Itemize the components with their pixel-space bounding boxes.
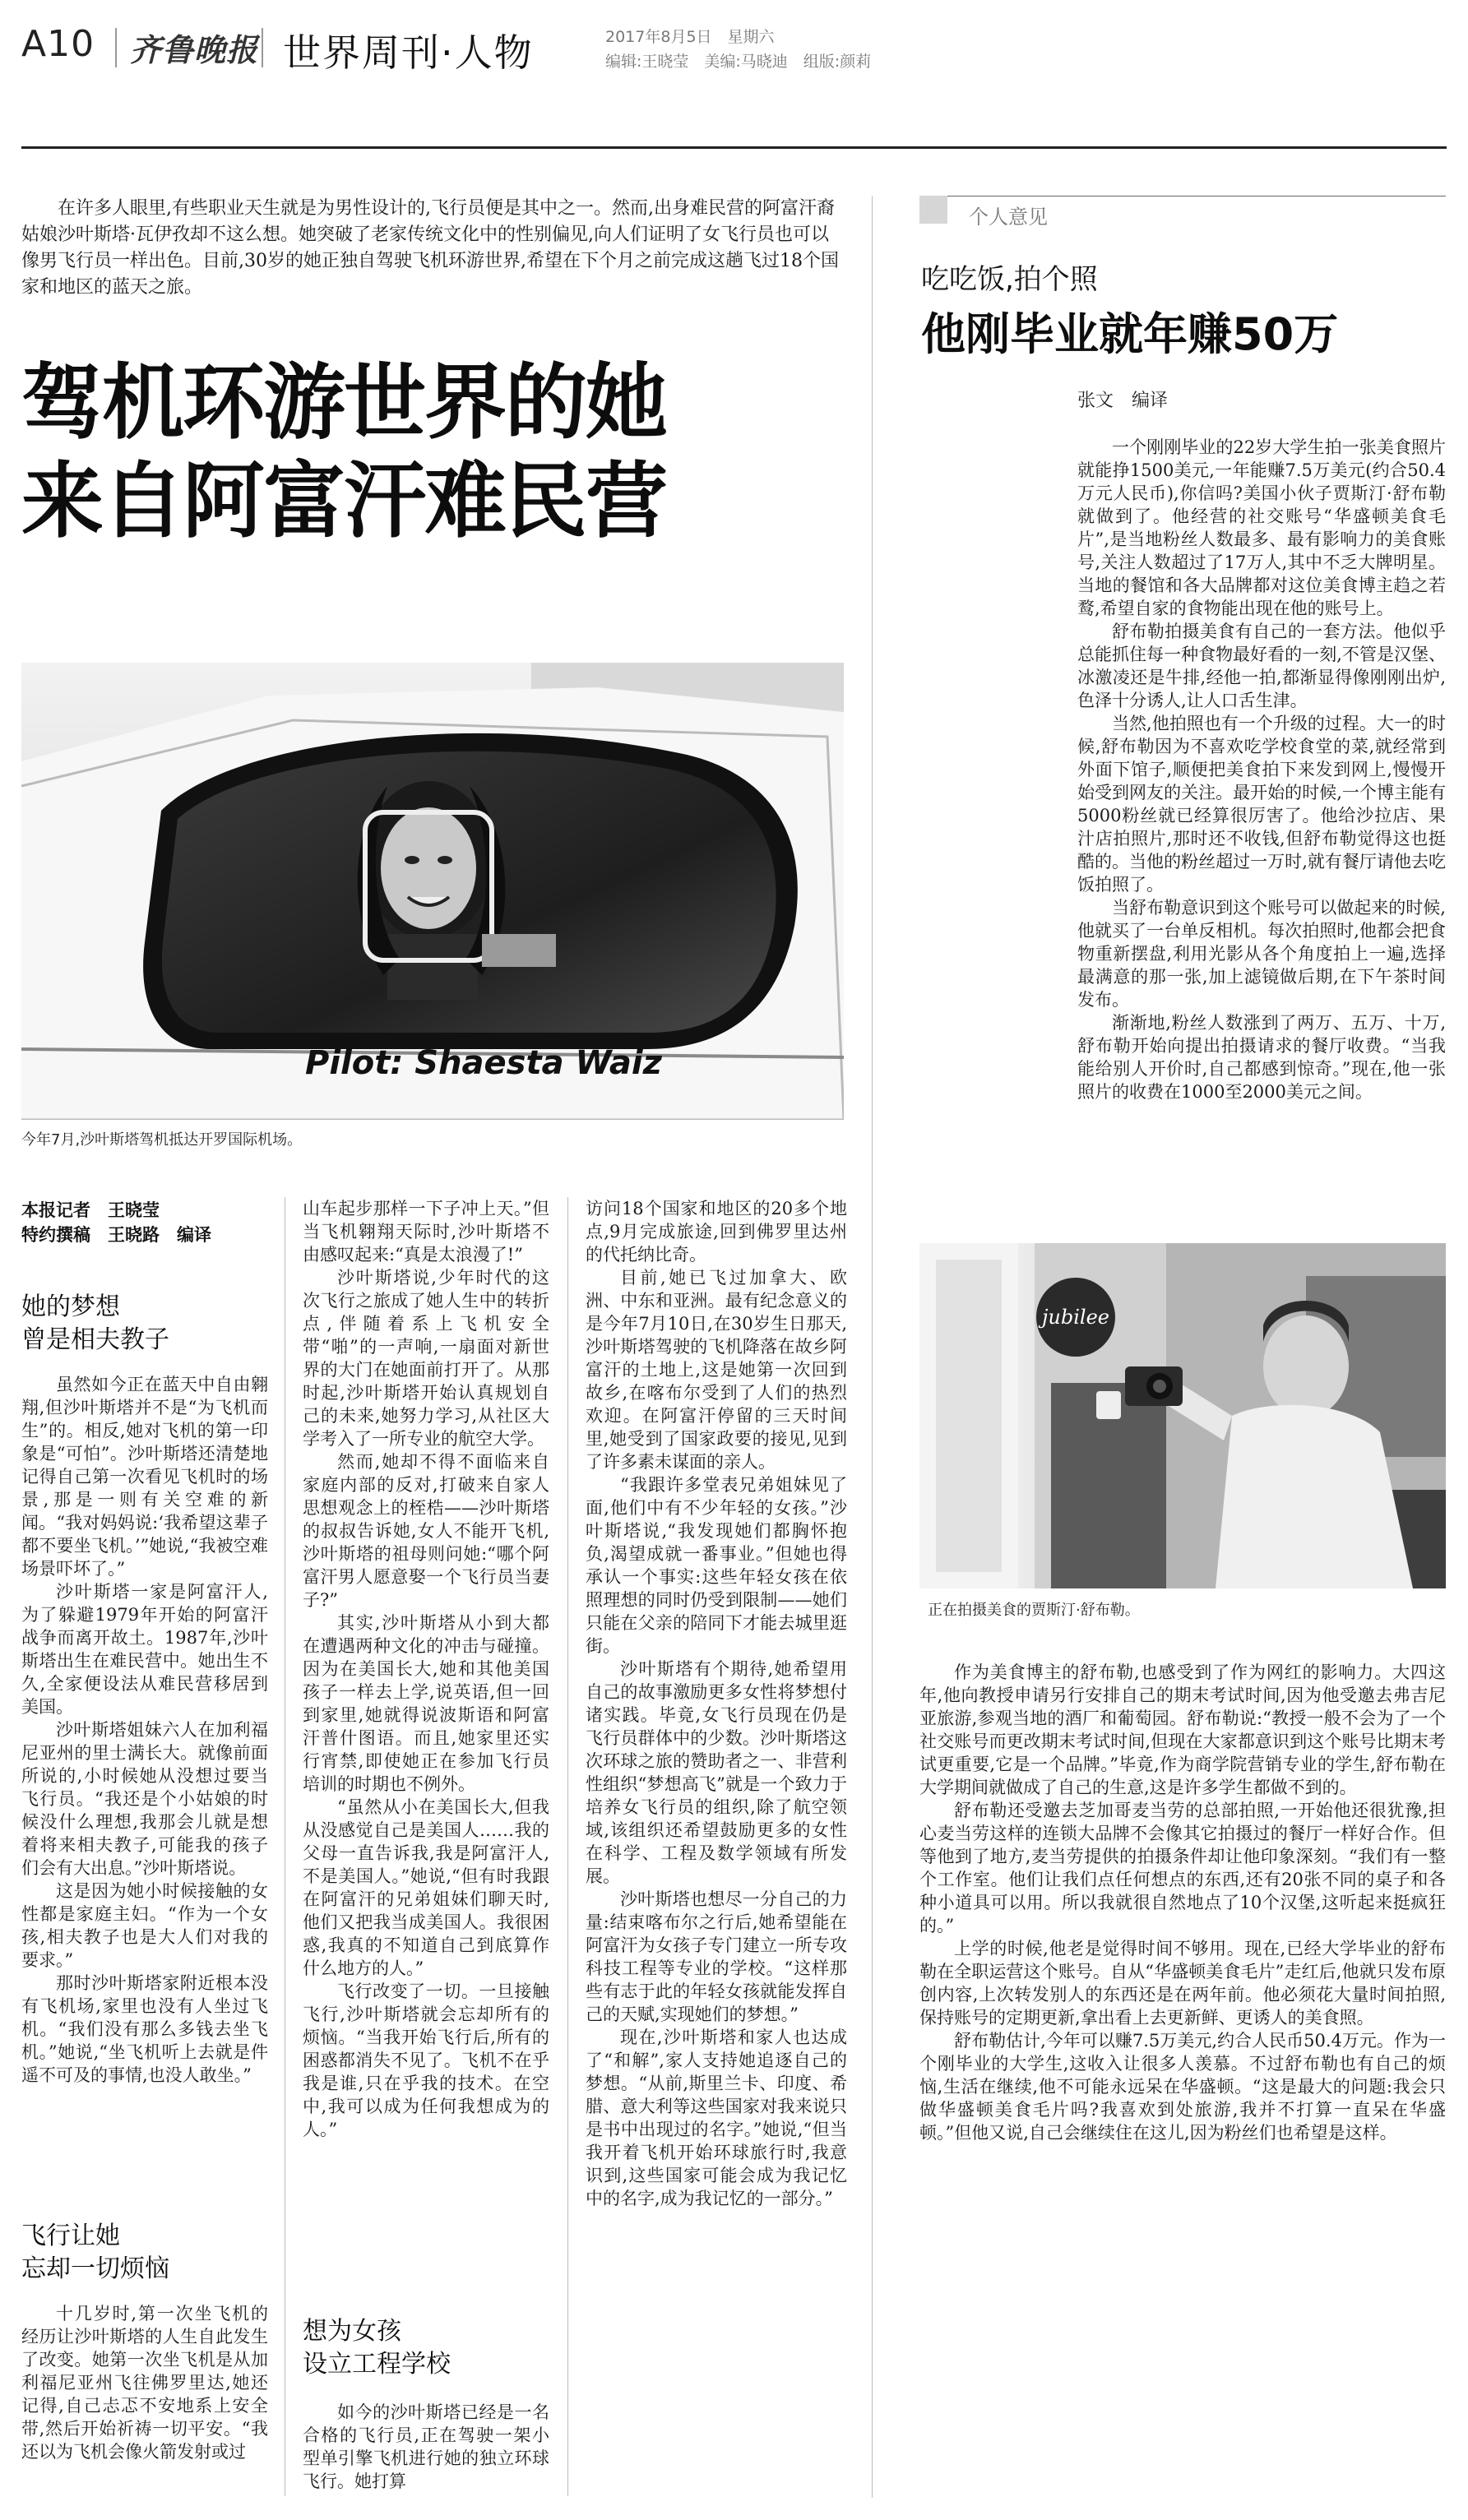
paragraph: 沙叶斯塔一家是阿富汗人,为了躲避1979年开始的阿富汗战争而离开故土。1987年,沙叶斯塔出生在难民营中。她出生不久,全家便设法从难民营移居到美国。 bbox=[21, 1582, 268, 1717]
paragraph: 舒布勒估计,今年可以赚7.5万美元,约合人民币50.4万元。作为一个刚毕业的大学生,这收入让很多人羡慕。不过舒布勒也有自己的烦恼,生活在继续,他不可能永远呆在华盛顿。“这是最大的问题:我会只做华盛顿美食毛片吗?我喜欢到处旅游,我并不打算一直呆在华盛顿。”但他又说,自己会继续住在这儿,因为粉丝们也希望是这样。 bbox=[919, 2031, 1446, 2143]
column-rule bbox=[872, 196, 873, 2498]
paragraph: 沙叶斯塔也想尽一分自己的力量:结束喀布尔之行后,她希望能在阿富汗为女孩子专门建立一所专攻科技工程等专业的学校。“这样那些有志于此的年轻女孩就能发挥自己的天赋,实现她们的梦想。” bbox=[586, 1889, 847, 2024]
paragraph: 当舒布勒意识到这个账号可以做起来的时候,他就买了一台单反相机。每次拍照时,他都会把食物重新摆盘,利用光影从各个角度拍上一遍,选择最满意的那一张,加上滤镜做后期,在下午茶时间发布。 bbox=[1077, 898, 1446, 1010]
byline-reporter: 本报记者 王晓莹 bbox=[21, 1200, 160, 1220]
paragraph: 虽然如今正在蓝天中自由翱翔,但沙叶斯塔并不是“为飞机而生”的。相反,她对飞机的第一印象是“可怕”。沙叶斯塔还清楚地记得自己第一次看见飞机时的场景,那是一则有关空难的新闻。“我对妈妈说:‘我希望这辈子都不要坐飞机。’”她说,“我被空难场景吓坏了。” bbox=[21, 1375, 268, 1579]
paragraph: 目前,她已飞过加拿大、欧洲、中东和亚洲。最有纪念意义的是今年7月10日,在30岁生日那天,沙叶斯塔驾驶的飞机降落在故乡阿富汗的土地上,这是她第一次回到故乡,在喀布尔受到了人们的热烈欢迎。在阿富汗停留的三天时间里,她受到了国家政要的接见,见到了许多素未谋面的亲人。 bbox=[586, 1268, 847, 1472]
paragraph: 山车起步那样一下子冲上天。”但当飞机翱翔天际时,沙叶斯塔不由感叹起来:“真是太浪漫了!” bbox=[303, 1199, 549, 1265]
paragraph: “我跟许多堂表兄弟姐妹见了面,他们中有不少年轻的女孩。”沙叶斯塔说,“我发现她们都胸怀抱负,渴望成就一番事业。”但她也得承认一个事实:这些年轻女孩在依照理想的同时仍受到限制——她们只能在父亲的陪同下才能去城里逛街。 bbox=[586, 1475, 847, 1656]
sidebar-text-bottom bbox=[919, 1661, 1446, 2144]
section-title: 世界周刊·人物 bbox=[283, 30, 534, 75]
opinion-rule bbox=[919, 196, 1446, 197]
paragraph: “虽然从小在美国长大,但我从没感觉自己是美国人……我的父母一直告诉我,我是阿富汗人,不是美国人。”她说,“但有时我跟在阿富汗的兄弟姐妹们聊天时,他们又把我当成美国人。我很困惑,我真的不知道自己到底算作什么地方的人。” bbox=[303, 1797, 549, 1978]
shop-sign-text: jubilee bbox=[1041, 1306, 1110, 1329]
header-rule bbox=[21, 146, 1447, 149]
fuselage-lettering: Pilot: Shaesta Waiz bbox=[305, 1044, 662, 1082]
food-blogger-photo bbox=[919, 1243, 1446, 1588]
sidebar-headline: 他刚毕业就年赚50万 bbox=[921, 308, 1339, 360]
subhead bbox=[21, 2220, 169, 2286]
paragraph: 作为美食博主的舒布勒,也感受到了作为网红的影响力。大四这年,他向教授申请另行安排自己的期末考试时间,因为他受邀去弗吉尼亚旅游,参观当地的酒厂和葡萄园。舒布勒说:“教授一般不会为了一个社交账号而更改期末考试时间,但现在大家都意识到这个账号比期末考试更重要,它是一个品牌。”毕竟,作为商学院营销专业的学生,舒布勒在大学期间就做成了自己的生意,这是许多学生都做不到的。 bbox=[919, 1662, 1446, 1797]
paragraph: 当然,他拍照也有一个升级的过程。大一的时候,舒布勒因为不喜欢吃学校食堂的菜,就经常到外面下馆子,顺便把美食拍下来发到网上,慢慢开始受到网友的关注。最开始的时候,一个博主能有5000粉丝就已经算很厉害了。他给沙拉店、果汁店拍照片,那时还不收钱,但舒布勒觉得这也挺酷的。当他的粉丝超过一万时,就有餐厅请他去吃饭拍照了。 bbox=[1077, 714, 1446, 895]
paragraph: 舒布勒拍摄美食有自己的一套方法。他似乎总能抓住每一种食物最好看的一刻,不管是汉堡、冰激凌还是牛排,经他一拍,都渐显得像刚刚出炉,色泽十分诱人,让人口舌生津。 bbox=[1077, 622, 1446, 710]
photo-caption: 今年7月,沙叶斯塔驾机抵达开罗国际机场。 bbox=[21, 1131, 303, 1149]
page-number: A10 bbox=[21, 23, 95, 65]
header-separator bbox=[262, 28, 263, 67]
subhead-line: 她的梦想 bbox=[21, 1292, 120, 1321]
paragraph: 其实,沙叶斯塔从小到大都在遭遇两种文化的冲击与碰撞。因为在美国长大,她和其他美国孩子一样去上学,说英语,但一回到家里,她就得说波斯语和阿富汗普什图语。而且,她家里还实行宵禁,即使她正在参加飞行员培训的时期也不例外。 bbox=[303, 1613, 549, 1794]
subhead-line: 曾是相夫教子 bbox=[21, 1325, 169, 1354]
column-rule bbox=[567, 1197, 568, 2496]
subhead-line: 忘却一切烦恼 bbox=[21, 2254, 169, 2283]
story-intro: 在许多人眼里,有些职业天生就是为男性设计的,飞行员便是其中之一。然而,出身难民营的阿富汗裔姑娘沙叶斯塔·瓦伊孜却不这么想。她突破了老家传统文化中的性别偏见,向人们证明了女飞行员也可以像男飞行员一样出色。目前,30岁的她正独自驾驶飞机环游世界,希望在下个月之前完成这趟飞过18个国家和地区的蓝天之旅。 bbox=[21, 198, 839, 298]
paragraph: 一个刚刚毕业的22岁大学生拍一张美食照片就能挣1500美元,一年能赚7.5万美元(约合50.4万元人民币),你信吗?美国小伙子贾斯汀·舒布勒就做到了。他经营的社交账号“华盛顿美食毛片”,是当地粉丝人数最多、最有影响力的美食账号,关注人数超过了17万人,其中不乏大牌明星。当地的餐馆和各大品牌都对这位美食博主趋之若鹜,希望自家的食物能出现在他的账号上。 bbox=[1077, 437, 1446, 618]
issue-date: 2017年8月5日 星期六 bbox=[605, 28, 775, 46]
paragraph: 如今的沙叶斯塔已经是一名合格的飞行员,正在驾驶一架小型单引擎飞机进行她的独立环球飞行。她打算 bbox=[303, 2402, 549, 2491]
paragraph: 然而,她却不得不面临来自家庭内部的反对,打破来自家人思想观念上的桎梏——沙叶斯塔的叔叔告诉她,女人不能开飞机,沙叶斯塔的祖母则问她:“哪个阿富汗男人愿意娶一个飞行员当妻子?” bbox=[303, 1452, 549, 1610]
sidebar-text-top bbox=[1077, 436, 1446, 1103]
subhead-line: 想为女孩 bbox=[303, 2317, 401, 2346]
paragraph: 沙叶斯塔姐妹六人在加利福尼亚州的里士满长大。就像前面所说的,小时候她从没想过要当飞行员。“我还是个小姑娘的时候没什么理想,我那会儿就是想着将来相夫教子,可能我的孩子们会有大出息。”沙叶斯塔说。 bbox=[21, 1720, 268, 1878]
byline-translator: 特约撰稿 王晓路 编译 bbox=[21, 1225, 211, 1245]
paragraph: 这是因为她小时候接触的女性都是家庭主妇。“作为一个女孩,相夫教子也是大人们对我的要求。” bbox=[21, 1881, 268, 1970]
paragraph: 那时沙叶斯塔家附近根本没有飞机场,家里也没有人坐过飞机。“我们没有那么多钱去坐飞机。”她说,“坐飞机听上去就是件遥不可及的事情,也没人敢坐。” bbox=[21, 1973, 268, 2085]
pilot-photo bbox=[21, 663, 844, 1120]
subhead-line: 设立工程学校 bbox=[303, 2350, 451, 2379]
opinion-marker bbox=[919, 196, 947, 224]
paragraph: 沙叶斯塔有个期待,她希望用自己的故事激励更多女性将梦想付诸实践。毕竟,女飞行员现在仍是飞行员群体中的少数。沙叶斯塔这次环球之旅的赞助者之一、非营利性组织“梦想高飞”就是一个致力于培养女飞行员的组织,除了航空领域,该组织还希望鼓励更多的女性在科学、工程及数学领域有所发展。 bbox=[586, 1659, 847, 1886]
article-column-3 bbox=[586, 1197, 847, 2210]
paragraph: 十几岁时,第一次坐飞机的经历让沙叶斯塔的人生自此发生了改变。她第一次坐飞机是从加利福尼亚州飞往佛罗里达,她还记得,自己忐忑不安地系上安全带,然后开始祈祷一切平安。“我还以为飞机会像火箭发射或过 bbox=[21, 2304, 268, 2462]
subhead bbox=[21, 1291, 169, 1357]
paragraph: 渐渐地,粉丝人数涨到了两万、五万、十万,舒布勒开始向提出拍摄请求的餐厅收费。“当我能给别人开价时,自己都感到惊奇。”现在,他一张照片的收费在1000至2000美元之间。 bbox=[1077, 1013, 1446, 1102]
header-separator bbox=[115, 28, 117, 67]
article-column-1 bbox=[21, 1373, 268, 2087]
story-headline bbox=[21, 354, 860, 551]
sidebar-byline: 张文 编译 bbox=[1077, 391, 1169, 411]
paragraph: 现在,沙叶斯塔和家人也达成了“和解”,家人支持她追逐自己的梦想。“从前,斯里兰卡、印度、希腊、意大利等这些国家对我来说只是书中出现过的名字。”她说,“但当我开着飞机开始环球旅行时,我意识到,这些国家可能会成为我记忆中的名字,成为我记忆的一部分。” bbox=[586, 2028, 847, 2208]
subhead-line: 飞行让她 bbox=[21, 2222, 120, 2250]
paragraph: 飞行改变了一切。一旦接触飞行,沙叶斯塔就会忘却所有的烦恼。“当我开始飞行后,所有的困惑都消失不见了。飞机不在乎我是谁,只在乎我的技术。在空中,我可以成为任何我想成为的人。” bbox=[303, 1981, 549, 2139]
subhead bbox=[303, 2315, 451, 2381]
photo-caption: 正在拍摄美食的贾斯汀·舒布勒。 bbox=[928, 1602, 1140, 1619]
food-blogger-photo-illustration bbox=[919, 1243, 1446, 1588]
paragraph: 舒布勒还受邀去芝加哥麦当劳的总部拍照,一开始他还很犹豫,担心麦当劳这样的连锁大品牌不会像其它拍摄过的餐厅一样好合作。但等他到了地方,麦当劳提供的拍摄条件却让他印象深刻。“我们有一整个工作室。他们让我们点任何想点的东西,还有20张不同的桌子和各种小道具可以用。所以我就很自然地点了10个汉堡,这听起来挺疯狂的。” bbox=[919, 1801, 1446, 1935]
paragraph: 上学的时候,他老是觉得时间不够用。现在,已经大学毕业的舒布勒在全职运营这个账号。自从“华盛顿美食毛片”走红后,他就只发布原创内容,上次转发别人的东西还是在两年前。他必须花大量时间拍照,保持账号的定期更新,拿出看上去更新鲜、更诱人的美食照。 bbox=[919, 1939, 1446, 2028]
article-column-2 bbox=[303, 1197, 549, 2141]
headline-line: 来自阿富汗难民营 bbox=[21, 453, 666, 549]
headline-line: 驾机环游世界的她 bbox=[21, 354, 666, 451]
pilot-photo-illustration bbox=[21, 663, 844, 1120]
article-column-1b bbox=[21, 2302, 268, 2463]
opinion-label: 个人意见 bbox=[969, 206, 1048, 229]
editors-credit: 编辑:王晓莹 美编:马晓迪 组版:颜莉 bbox=[605, 53, 872, 71]
article-column-2b bbox=[303, 2401, 549, 2493]
paragraph: 访问18个国家和地区的20多个地点,9月完成旅途,回到佛罗里达州的代托纳比奇。 bbox=[586, 1199, 847, 1265]
sidebar-kicker: 吃吃饭,拍个照 bbox=[921, 263, 1098, 296]
newspaper-masthead: 齐鲁晚报 bbox=[130, 31, 259, 68]
paragraph: 沙叶斯塔说,少年时代的这次飞行之旅成了她人生中的转折点,伴随着系上飞机安全带“啪”的一声响,一扇面对新世界的大门在她面前打开了。从那时起,沙叶斯塔开始认真规划自己的未来,她努力学习,从社区大学考入了一所专业的航空大学。 bbox=[303, 1268, 549, 1449]
